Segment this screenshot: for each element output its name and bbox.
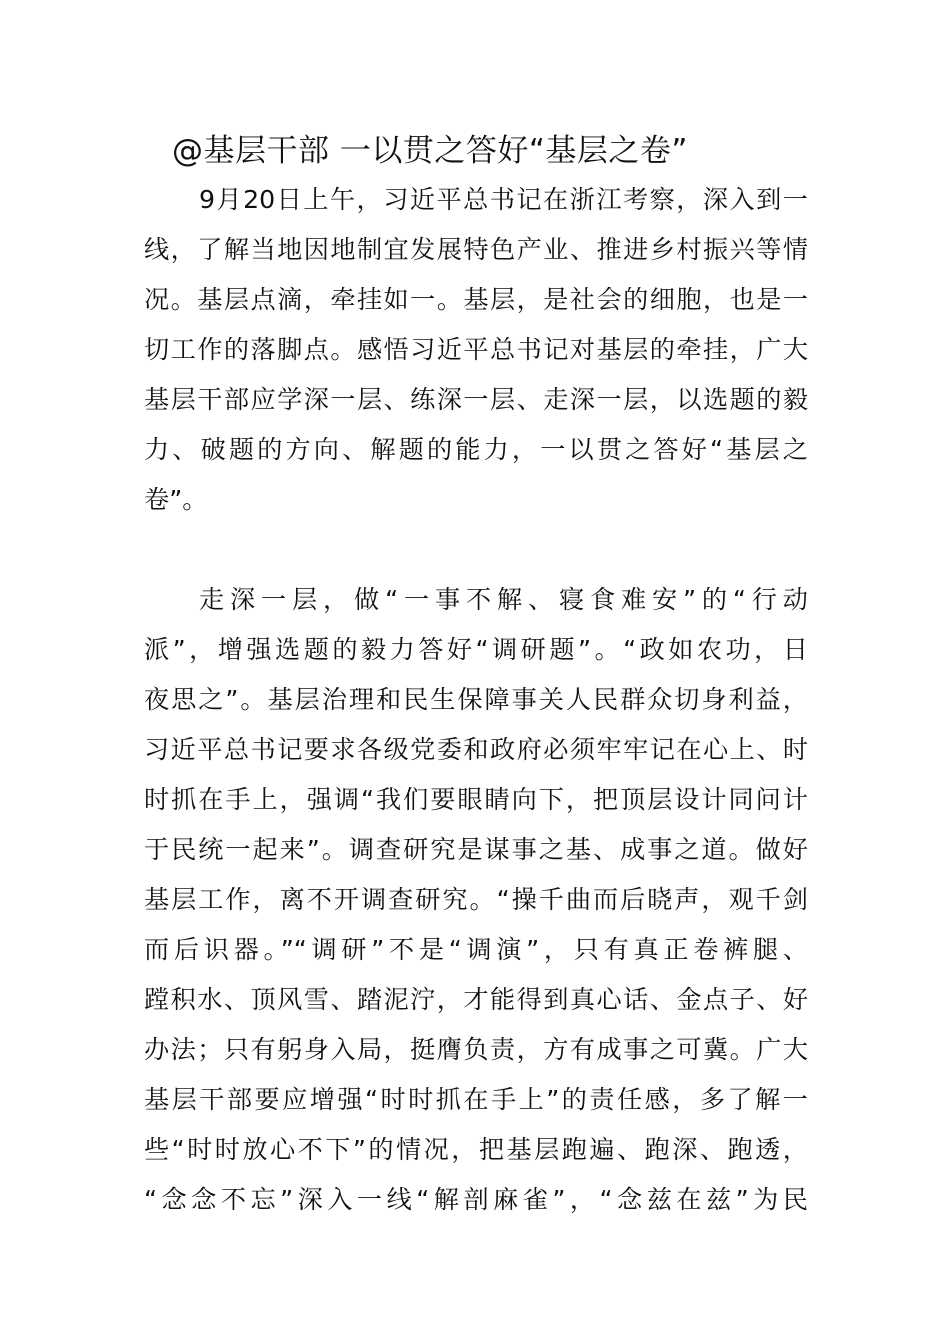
paragraph-line: 走深一层，做“一事不解、寝食难安”的“行动: [199, 585, 808, 614]
paragraph-line: 派”，增强选题的毅力答好“调研题”。“政如农功，日: [144, 635, 808, 664]
paragraph-line: 而后识器。”“调研”不是“调演”，只有真正卷裤腿、: [144, 935, 808, 964]
paragraph-1: [144, 175, 808, 525]
paragraph-line: 基层干部要应增强“时时抓在手上”的责任感，多了解一: [144, 1085, 808, 1114]
paragraph-line: 蹚积水、顶风雪、踏泥泞，才能得到真心话、金点子、好: [144, 985, 808, 1014]
paragraph-line: 卷”。: [144, 485, 208, 514]
paragraph-line: 9月20日上午，习近平总书记在浙江考察，深入到一: [199, 185, 808, 214]
paragraph-line: 时抓在手上，强调“我们要眼睛向下，把顶层设计同问计: [144, 785, 808, 814]
paragraph-line: “念念不忘”深入一线“解剖麻雀”，“念兹在兹”为民: [144, 1185, 808, 1214]
paragraph-line: 切工作的落脚点。感悟习近平总书记对基层的牵挂，广大: [144, 335, 808, 364]
paragraph-line: 夜思之”。基层治理和民生保障事关人民群众切身利益，: [144, 685, 808, 714]
document-title: @基层干部 一以贯之答好“基层之卷”: [172, 133, 688, 169]
paragraph-line: 线，了解当地因地制宜发展特色产业、推进乡村振兴等情: [144, 235, 808, 264]
paragraph-line: 办法；只有躬身入局，挺膺负责，方有成事之可冀。广大: [144, 1035, 808, 1064]
paragraph-line: 习近平总书记要求各级党委和政府必须牢牢记在心上、时: [144, 735, 808, 764]
paragraph-2: [144, 575, 808, 1225]
paragraph-line: 况。基层点滴，牵挂如一。基层，是社会的细胞，也是一: [144, 285, 808, 314]
paragraph-line: 基层工作，离不开调查研究。“操千曲而后晓声，观千剑: [144, 885, 808, 914]
paragraph-line: 基层干部应学深一层、练深一层、走深一层，以选题的毅: [144, 385, 808, 414]
paragraph-line: 些“时时放心不下”的情况，把基层跑遍、跑深、跑透，: [144, 1135, 808, 1164]
paragraph-line: 力、破题的方向、解题的能力，一以贯之答好“基层之: [144, 435, 808, 464]
paragraph-line: 于民统一起来”。调查研究是谋事之基、成事之道。做好: [144, 835, 808, 864]
